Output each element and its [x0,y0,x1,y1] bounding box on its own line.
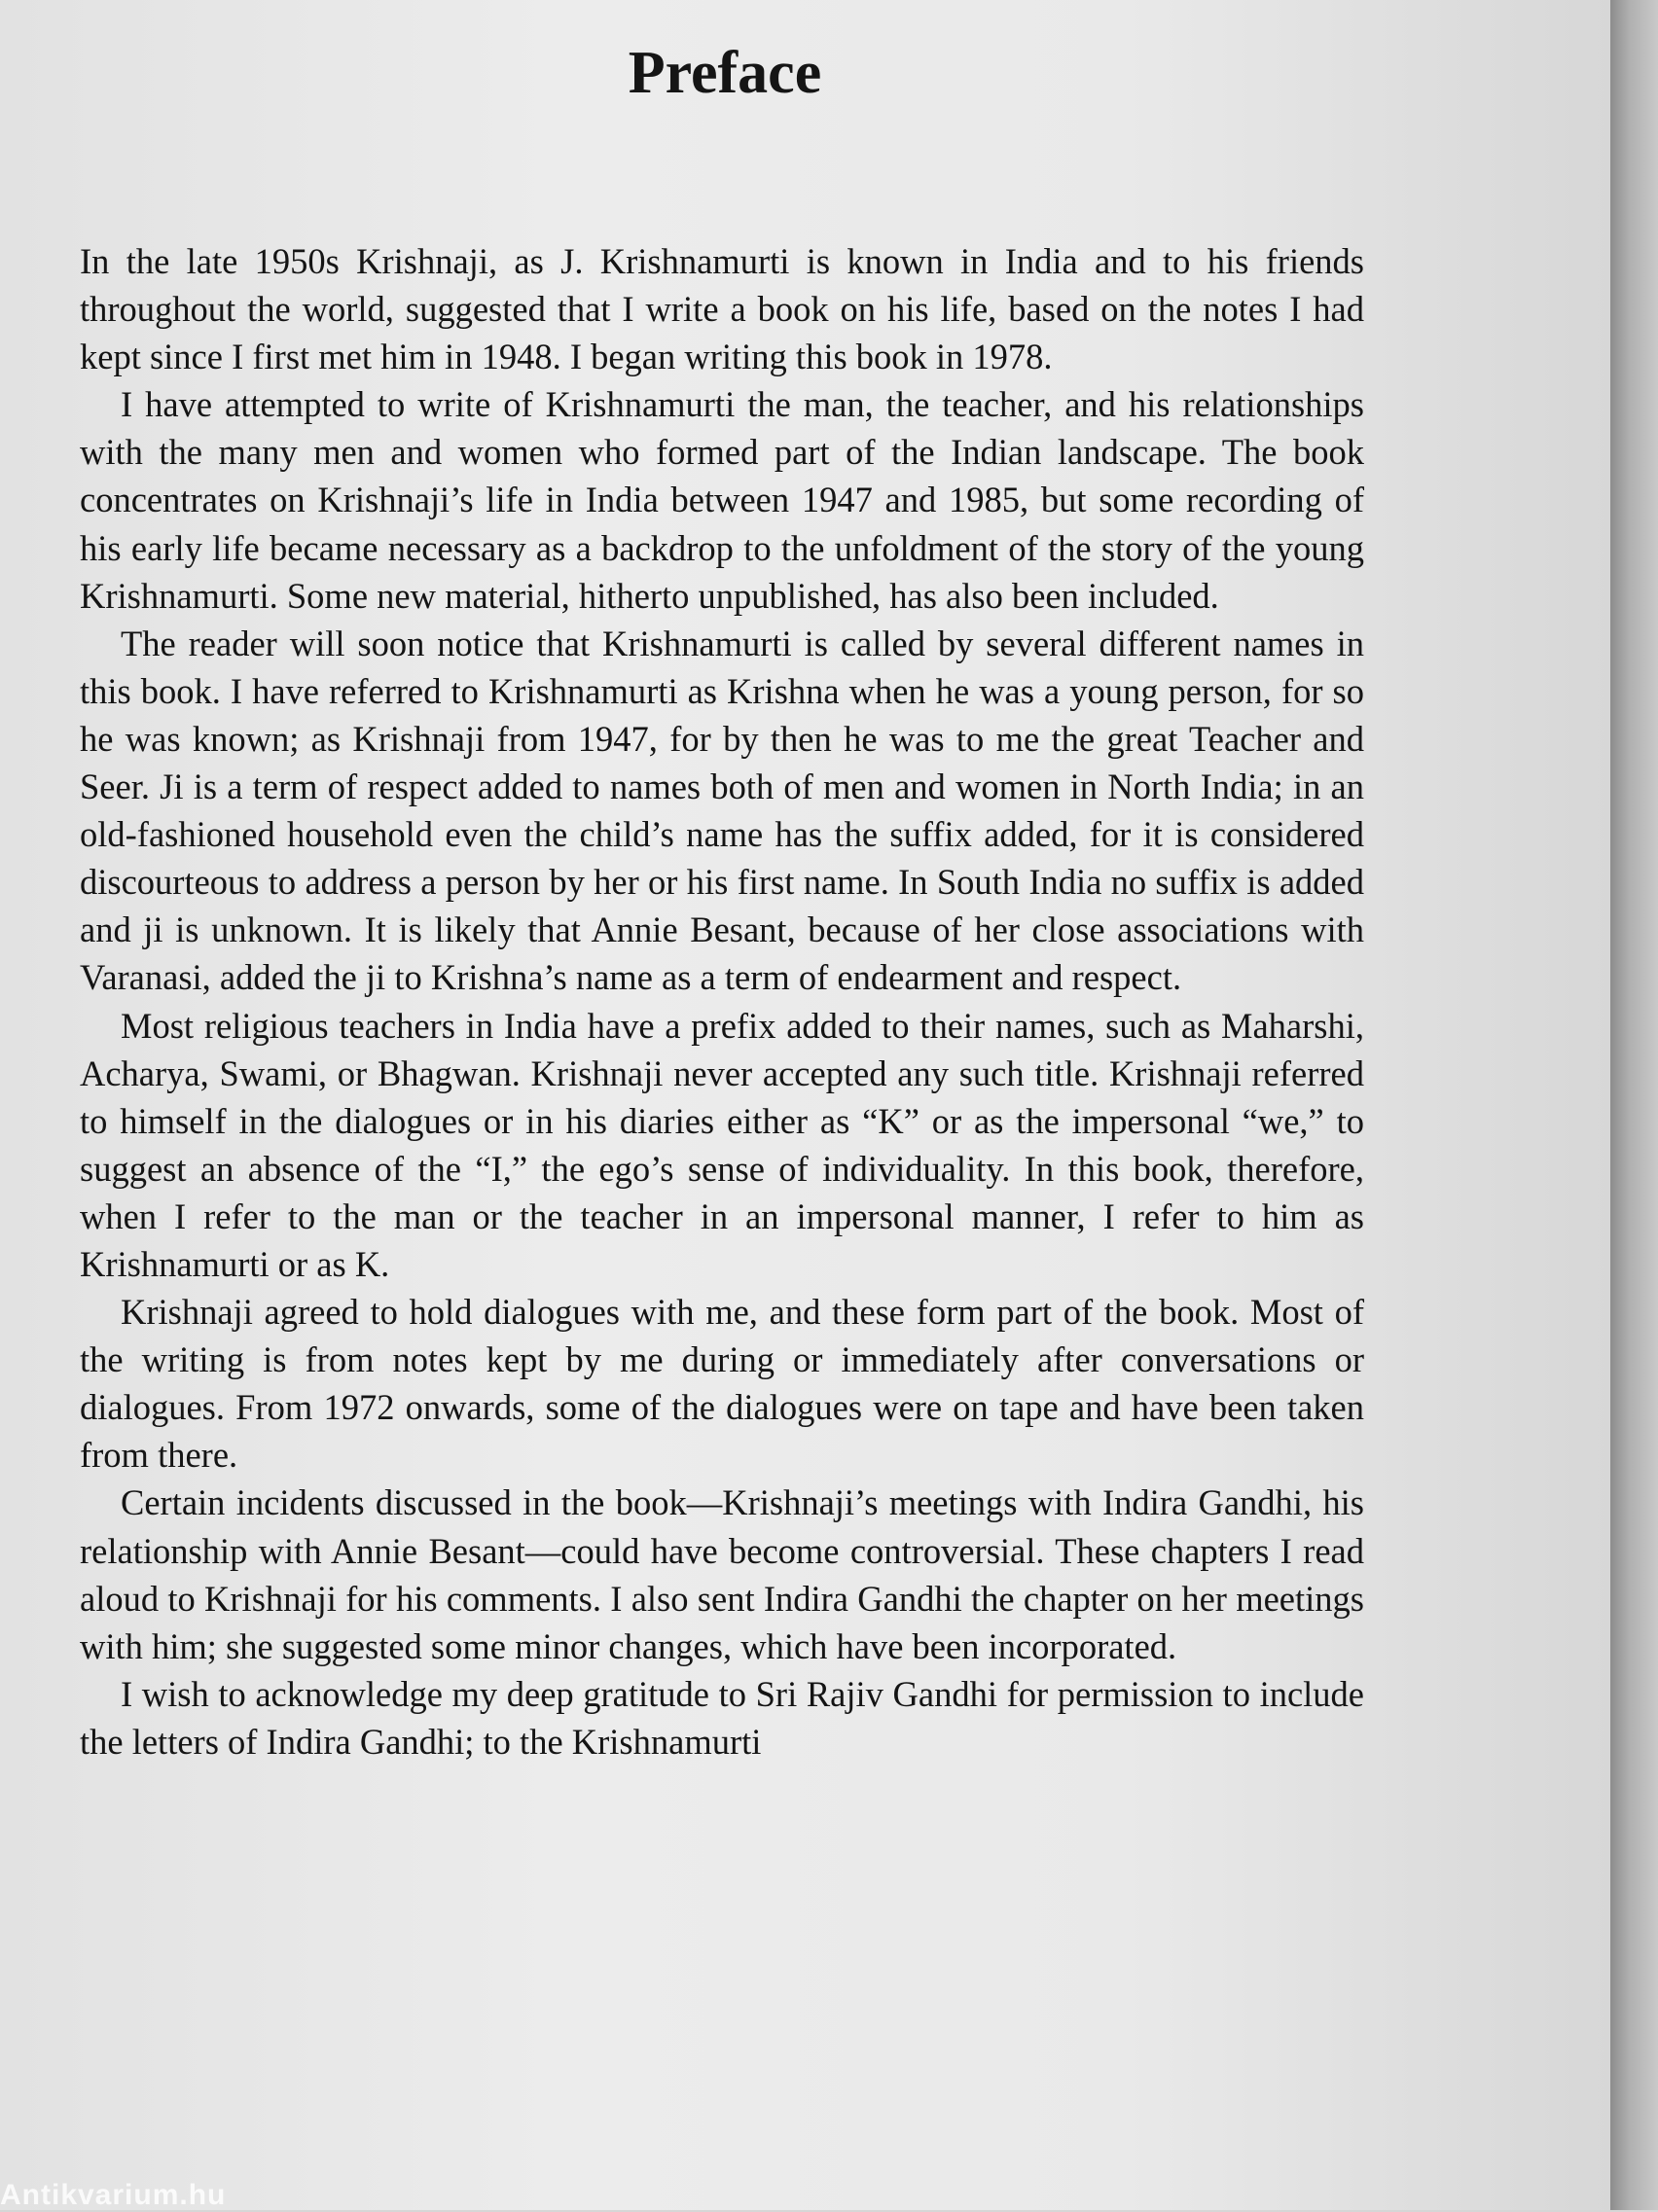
paragraph-2: I have attempted to write of Krishnamurti the man, the teacher, and his relationships with the many men and women who formed part of the Indian landscape. The book concentrates on Krishnaji’s life in India between 1947 and 1985, but some recording of his early life became necessary as a backdrop to the unfoldment of the story of the young Krishnamurti. Some new material, hitherto unpublished, has also been included. [80,384,1364,616]
paragraph-3: The reader will soon notice that Krishnamurti is called by several different names in this book. I have referred to Krishnamurti as Krishna when he was a young person, for so he was known; as Krishnaji from 1947, for by then he was to me the great Teacher and Seer. Ji is a term of respect added to names both of men and women in North India; in an old-fashioned household even the child’s name has the suffix added, for it is considered discourteous to address a person by her or his first name. In South India no suffix is added and ji is unknown. It is likely that Annie Besant, because of her close associations with Varanasi, added the ji to Krishna’s name as a term of endearment and respect. [80,623,1364,998]
paragraph-4: Most religious teachers in India have a prefix added to their names, such as Maharshi, Acharya, Swami, or Bhagwan. Krishnaji never accepted any such title. Krishnaji referred to himself in the dialogues or in his diaries either as “K” or as the impersonal “we,” to suggest an absence of the “I,” the ego’s sense of individuality. In this book, therefore, when I refer to the man or the teacher in an impersonal manner, I refer to him as Krishnamurti or as K. [80,1005,1364,1284]
page-edge-shadow [1610,0,1658,2210]
watermark: Antikvarium.hu [0,2179,227,2211]
paragraph-5: Krishnaji agreed to hold dialogues with me, and these form part of the book. Most of the writing is from notes kept by me during or immediately after conversations or dialogues. From 1972 onwards, some of the dialogues were on tape and have been taken from there. [80,1292,1364,1476]
page-title: Preface [628,40,822,106]
paragraph-7: I wish to acknowledge my deep gratitude to Sri Rajiv Gandhi for permission to include the letters of Indira Gandhi; to the Krishnamurti [80,1673,1364,1762]
paragraph-6: Certain incidents discussed in the book—Krishnaji’s meetings with Indira Gandhi, his relationship with Annie Besant—could have become controversial. These chapters I read aloud to Krishnaji for his comments. I also sent Indira Gandhi the chapter on her meetings with him; she suggested some minor changes, which have been incorporated. [80,1482,1364,1666]
body-text [80,237,1364,1766]
paragraph-1: In the late 1950s Krishnaji, as J. Krishnamurti is known in India and to his friends throughout the world, suggested that I write a book on his life, based on the notes I had kept since I first met him in 1948. I began writing this book in 1978. [80,241,1364,377]
